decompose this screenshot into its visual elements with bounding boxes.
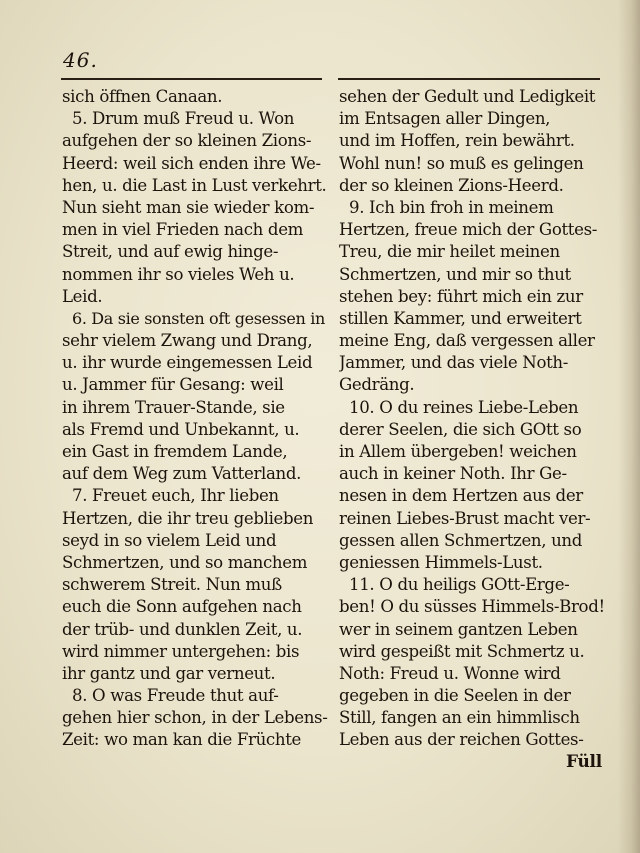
text-line: Hertzen, freue mich der Gottes- bbox=[339, 220, 597, 240]
text-line: nommen ihr so vieles Weh u. bbox=[62, 264, 295, 284]
text-line: men in viel Frieden nach dem bbox=[62, 220, 304, 240]
text-line: gehen hier schon, in der Lebens- bbox=[62, 708, 328, 728]
text-line: wird gespeißt mit Schmertz u. bbox=[339, 641, 585, 661]
text-line: sehr vielem Zwang und Drang, bbox=[62, 331, 313, 351]
text-line: Streit, und auf ewig hinge- bbox=[62, 242, 279, 262]
text-line: als Fremd und Unbekannt, u. bbox=[62, 419, 300, 439]
text-line: 5. Drum muß Freud u. Won bbox=[72, 109, 295, 129]
text-line: stillen Kammer, und erweitert bbox=[339, 308, 582, 328]
text-line: Zeit: wo man kan die Früchte bbox=[62, 730, 301, 750]
right-text-column bbox=[339, 86, 605, 752]
text-line: 7. Freuet euch, Ihr lieben bbox=[72, 486, 279, 506]
text-line: auf dem Weg zum Vatterland. bbox=[62, 464, 302, 484]
text-line: seyd in so vielem Leid und bbox=[62, 530, 277, 550]
page-spine-shadow bbox=[618, 0, 640, 853]
text-line: aufgehen der so kleinen Zions- bbox=[62, 131, 312, 151]
text-line: ihr gantz und gar verneut. bbox=[62, 663, 276, 683]
text-line: Schmertzen, und so manchem bbox=[62, 552, 308, 572]
text-line: Schmertzen, und mir so thut bbox=[339, 264, 571, 284]
text-line: schwerem Streit. Nun muß bbox=[62, 575, 282, 595]
text-line: sich öffnen Canaan. bbox=[62, 87, 223, 106]
text-line: u. ihr wurde eingemessen Leid bbox=[62, 353, 313, 373]
text-line: derer Seelen, die sich GOtt so bbox=[339, 419, 582, 439]
text-line: 6. Da sie sonsten oft gesessen in bbox=[72, 308, 325, 328]
text-line: reinen Liebes-Brust macht ver- bbox=[339, 508, 591, 528]
header-rule-right bbox=[338, 78, 600, 80]
text-line: geniessen Himmels-Lust. bbox=[339, 552, 543, 572]
text-line: sehen der Gedult und Ledigkeit bbox=[339, 87, 596, 106]
text-line: Treu, die mir heilet meinen bbox=[339, 242, 560, 262]
text-line: Leid. bbox=[62, 286, 103, 306]
text-line: der trüb- und dunklen Zeit, u. bbox=[62, 619, 303, 639]
text-line: u. Jammer für Gesang: weil bbox=[62, 375, 284, 395]
text-line: stehen bey: führt mich ein zur bbox=[339, 286, 583, 306]
text-line: 9. Ich bin froh in meinem bbox=[349, 197, 554, 217]
text-line: Still, fangen an ein himmlisch bbox=[339, 708, 580, 728]
header-rule-left bbox=[61, 78, 322, 80]
text-line: gegeben in die Seelen in der bbox=[339, 686, 571, 706]
text-line: Nun sieht man sie wieder kom- bbox=[62, 197, 315, 217]
catchword: Füll bbox=[566, 752, 602, 772]
left-text-column bbox=[62, 86, 328, 752]
text-line: euch die Sonn aufgehen nach bbox=[62, 597, 302, 617]
text-line: 11. O du heiligs GOtt-Erge- bbox=[349, 575, 570, 595]
text-line: hen, u. die Last in Lust verkehrt. bbox=[62, 175, 327, 195]
text-line: im Entsagen aller Dingen, bbox=[339, 109, 551, 129]
text-line: in ihrem Trauer-Stande, sie bbox=[62, 397, 285, 417]
text-line: nesen in dem Hertzen aus der bbox=[339, 486, 583, 506]
text-line: Hertzen, die ihr treu geblieben bbox=[62, 508, 314, 528]
text-line: auch in keiner Noth. Ihr Ge- bbox=[339, 464, 567, 484]
text-line: 10. O du reines Liebe-Leben bbox=[349, 397, 579, 417]
text-line: in Allem übergeben! weichen bbox=[339, 442, 577, 461]
text-line: und im Hoffen, rein bewährt. bbox=[339, 131, 575, 151]
text-line: Wohl nun! so muß es gelingen bbox=[339, 153, 584, 173]
text-line: Leben aus der reichen Gottes- bbox=[339, 730, 584, 750]
text-line: wer in seinem gantzen Leben bbox=[339, 619, 578, 639]
text-line: Gedräng. bbox=[339, 375, 415, 395]
text-line: der so kleinen Zions-Heerd. bbox=[339, 175, 564, 195]
text-line: meine Eng, daß vergessen aller bbox=[339, 331, 595, 351]
text-line: Heerd: weil sich enden ihre We- bbox=[62, 153, 321, 173]
text-line: ben! O du süsses Himmels-Brod! bbox=[339, 597, 605, 617]
page-number: 46. bbox=[63, 48, 98, 72]
text-line: Jammer, und das viele Noth- bbox=[339, 353, 568, 373]
text-line: Noth: Freud u. Wonne wird bbox=[339, 663, 561, 683]
text-line: 8. O was Freude thut auf- bbox=[72, 686, 279, 706]
text-line: gessen allen Schmertzen, und bbox=[339, 530, 583, 550]
text-line: wird nimmer untergehen: bis bbox=[62, 641, 300, 661]
text-line: ein Gast in fremdem Lande, bbox=[62, 442, 288, 461]
